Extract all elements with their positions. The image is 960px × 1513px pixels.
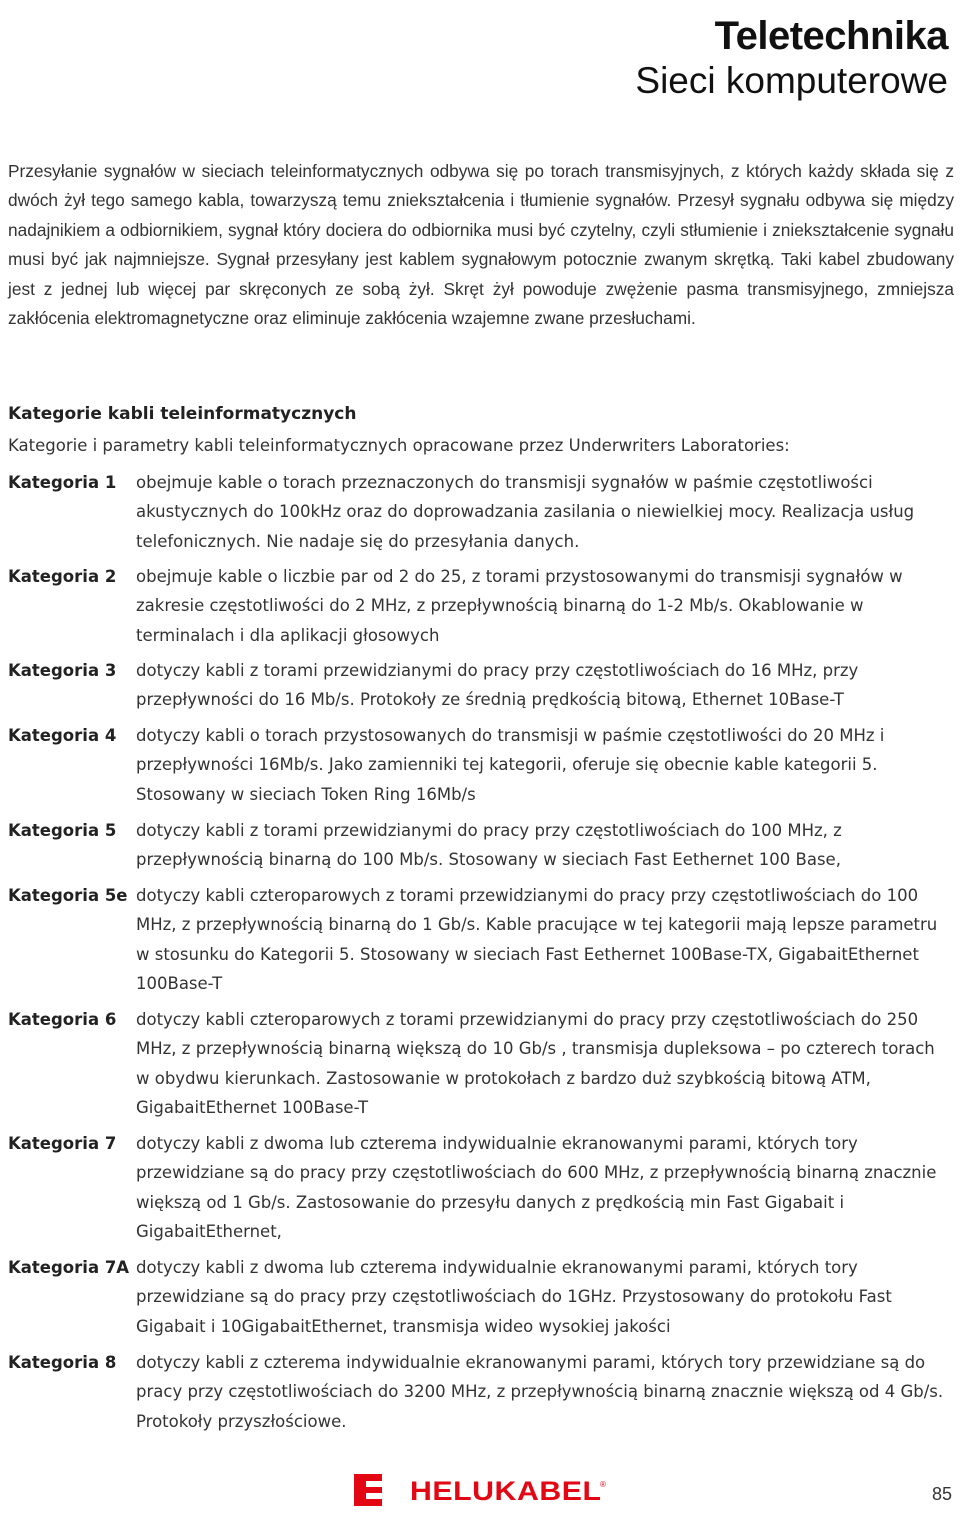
registered-mark: ® (600, 1480, 606, 1489)
category-name: Kategoria 3 (8, 661, 117, 680)
category-list (8, 468, 954, 1442)
page-subtitle: Sieci komputerowe (635, 60, 948, 101)
section-subheading: Kategorie i parametry kabli teleinformatycznych opracowane przez Underwriters Laboratories: (8, 436, 790, 455)
helukabel-wordmark: HELUKABEL (410, 1476, 602, 1506)
category-description: dotyczy kabli z czterema indywidualnie ekranowanymi parami, których tory przewidziane są do pracy przy częstotliwościach do 3200 MHz, z przepływnością binarną znacznie większą od 4 Gb/s. Protokoły przyszłościowe. (136, 1353, 944, 1431)
category-description: obejmuje kable o liczbie par od 2 do 25, z torami przystosowanymi do transmisji sygnałów w zakresie częstotliwości do 2 MHz, z przepływnością binarną do 1-2 Mb/s. Okablowanie w terminalach i dla aplikacji głosowych (136, 567, 903, 645)
category-item (8, 721, 954, 816)
section-heading: Kategorie kabli teleinformatycznych (8, 404, 357, 424)
page-header (635, 14, 948, 102)
category-name: Kategoria 5e (8, 886, 128, 905)
category-description: dotyczy kabli z dwoma lub czterema indywidualnie ekranowanymi parami, których tory przewidziane są do pracy przy częstotliwościach do 600 MHz, z przepływnością binarną znacznie większą od 1 Gb/s. Zastosowanie do przesyłu danych z prędkością min Fast Gigabait i GigabaitEthernet, (136, 1134, 937, 1241)
category-item (8, 1348, 954, 1442)
helukabel-mark-icon (354, 1474, 382, 1506)
category-name: Kategoria 6 (8, 1010, 117, 1029)
category-name: Kategoria 8 (8, 1353, 117, 1372)
category-item (8, 816, 954, 881)
category-name: Kategoria 1 (8, 473, 117, 492)
category-description: dotyczy kabli czteroparowych z torami przewidzianymi do pracy przy częstotliwościach do 100 MHz, z przepływnością binarną do 1 Gb/s. Kable pracujące w tej kategorii mają lepsze parametru w stosunku do Kategorii 5. Stosowany w sieciach Fast Eethernet 100Base-TX, GigabaitEthernet 100Base-T (136, 886, 938, 993)
category-name: Kategoria 7A (8, 1258, 130, 1277)
category-description: dotyczy kabli czteroparowych z torami przewidzianymi do pracy przy częstotliwościach do 250 MHz, z przepływnością binarną większą do 10 Gb/s , transmisja dupleksowa – po czterech torach w obydwu kierunkach. Zastosowanie w protokołach z bardzo duż szybkością bitową ATM, GigabaitEthernet 100Base-T (136, 1010, 935, 1117)
helukabel-logo (354, 1474, 610, 1506)
category-item (8, 562, 954, 656)
category-description: dotyczy kabli z dwoma lub czterema indywidualnie ekranowanymi parami, których tory przewidziane są do pracy przy częstotliwościach do 1GHz. Przystosowany do protokołu Fast Gigabait i 10GigabaitEthernet, transmisja wideo wysokiej jakości (136, 1258, 892, 1336)
category-item (8, 1005, 954, 1129)
category-description: dotyczy kabli z torami przewidzianymi do pracy przy częstotliwościach do 16 MHz, przy przepływności do 16 Mb/s. Protokoły ze średnią prędkością bitową, Ethernet 10Base-T (136, 661, 859, 710)
category-item (8, 1253, 954, 1348)
category-name: Kategoria 2 (8, 567, 117, 586)
category-name: Kategoria 7 (8, 1134, 117, 1153)
category-name: Kategoria 4 (8, 726, 117, 745)
category-item (8, 1129, 954, 1253)
category-description: obejmuje kable o torach przeznaczonych do transmisji sygnałów w paśmie częstotliwości akustycznych do 100kHz oraz do doprowadzania zasilania o niewielkiej mocy. Realizacja usług telefonicznych. Nie nadaje się do przesyłania danych. (136, 473, 915, 551)
category-description: dotyczy kabli z torami przewidzianymi do pracy przy częstotliwościach do 100 MHz, z przepływnością binarną do 100 Mb/s. Stosowany w sieciach Fast Eethernet 100 Base, (136, 821, 842, 870)
page-title: Teletechnika (714, 14, 948, 58)
page-number: 85 (931, 1484, 952, 1504)
category-description: dotyczy kabli o torach przystosowanych do transmisji w paśmie częstotliwości do 20 MHz i przepływności 16Mb/s. Jako zamienniki tej kategorii, oferuje się obecnie kable kategorii 5. Stosowany w sieciach Token Ring 16Mb/s (136, 726, 885, 804)
category-item (8, 656, 954, 721)
category-item (8, 881, 954, 1005)
category-name: Kategoria 5 (8, 821, 117, 840)
intro-paragraph: Przesyłanie sygnałów w sieciach teleinformatycznych odbywa się po torach transmisyjnych, z których każdy składa się z dwóch żył tego samego kabla, towarzyszą temu zniekształcenia i tłumienie sygnałów. Przesył sygnału odbywa się między nadajnikiem a odbiornikiem, sygnał który dociera do odbiornika musi być czytelny, czyli stłumienie i zniekształcenie sygnału musi być jak najmniejsze. Sygnał przesyłany jest kablem sygnałowym potocznie zwanym skrętką. Taki kabel zbudowany jest z jednej lub więcej par skręconych ze sobą żył. Skręt żył powoduje zwężenie pasma transmisyjnego, zmniejsza zakłócenia elektromagnetyczne oraz eliminuje zakłócenia wzajemne zwane przesłuchami. (8, 161, 954, 329)
category-item (8, 468, 954, 562)
